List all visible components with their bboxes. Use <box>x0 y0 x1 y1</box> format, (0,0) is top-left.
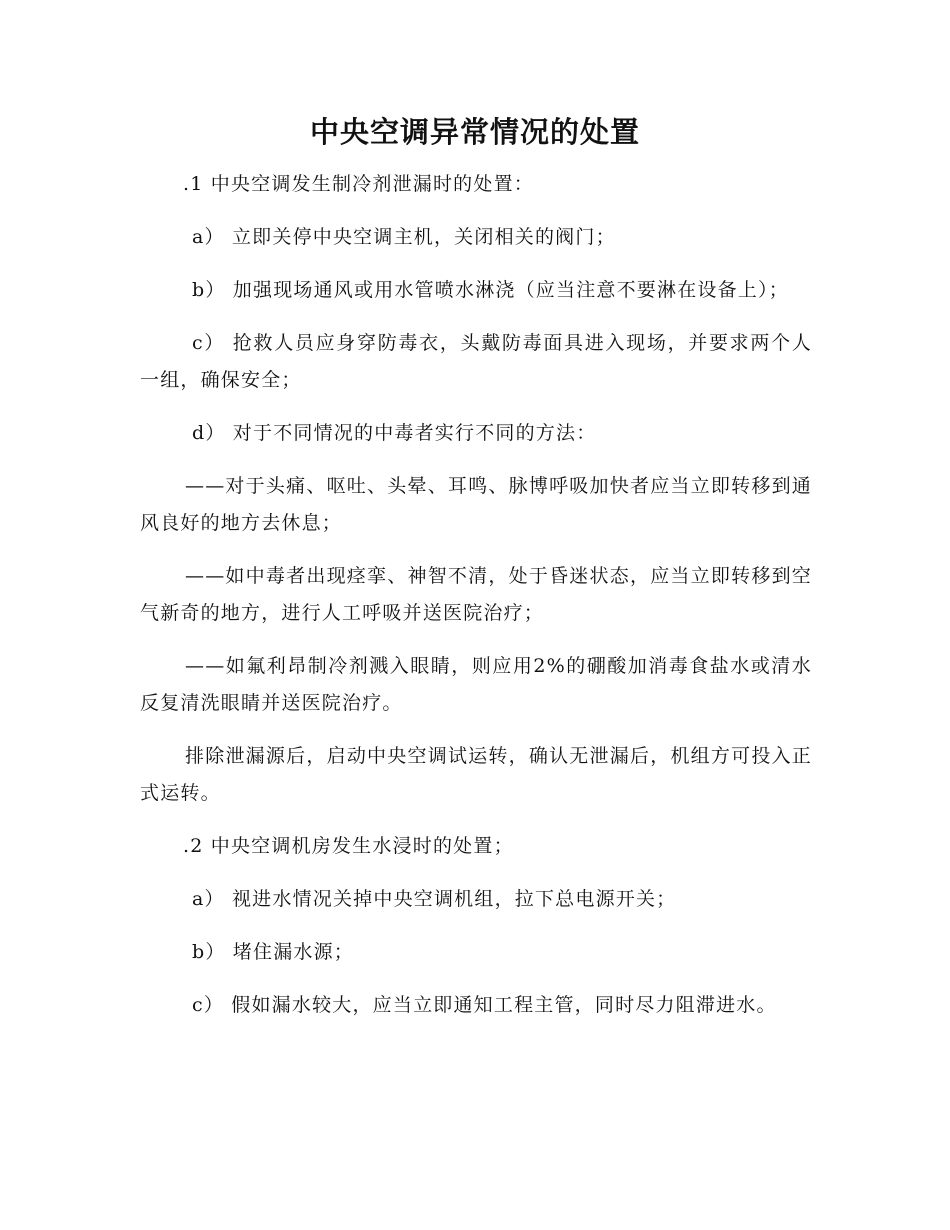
list-item-c: c） 假如漏水较大，应当立即通知工程主管，同时尽力阻滞进水。 <box>192 994 777 1016</box>
list-item-d: d） 对于不同情况的中毒者实行不同的方法： <box>192 422 597 444</box>
document-title: 中央空调异常情况的处置 <box>309 115 640 149</box>
list-item-b: b） 加强现场通风或用水管喷水淋浇（应当注意不要淋在设备上）； <box>192 279 789 301</box>
dash-item-2: ——如中毒者出现痉挛、神智不清，处于昏迷状态，应当立即转移到空气新奇的地方，进行人工呼吸并送医院治疗； <box>140 565 812 624</box>
list-item-a: a） 视进水情况关掉中央空调机组，拉下总电源开关； <box>192 888 677 910</box>
list-item-b: b） 堵住漏水源； <box>192 941 355 963</box>
dash-item-1: ——对于头痛、呕吐、头晕、耳鸣、脉博呼吸加快者应当立即转移到通风良好的地方去休息； <box>140 475 812 534</box>
section-heading-2: .2 中央空调机房发生水浸时的处置； <box>183 835 514 857</box>
section-heading-1: .1 中央空调发生制冷剂泄漏时的处置： <box>183 173 534 195</box>
dash-item-3: ——如氟利昂制冷剂溅入眼睛，则应用2%的硼酸加消毒食盐水或清水反复清洗眼睛并送医院治疗。 <box>140 655 812 714</box>
list-item-c: c） 抢救人员应身穿防毒衣，头戴防毒面具进入现场，并要求两个人一组，确保安全； <box>140 332 812 391</box>
document-body <box>140 166 812 1040</box>
body-paragraph: 排除泄漏源后，启动中央空调试运转，确认无泄漏后，机组方可投入正式运转。 <box>140 745 812 804</box>
list-item-a: a） 立即关停中央空调主机，关闭相关的阀门； <box>192 226 616 248</box>
